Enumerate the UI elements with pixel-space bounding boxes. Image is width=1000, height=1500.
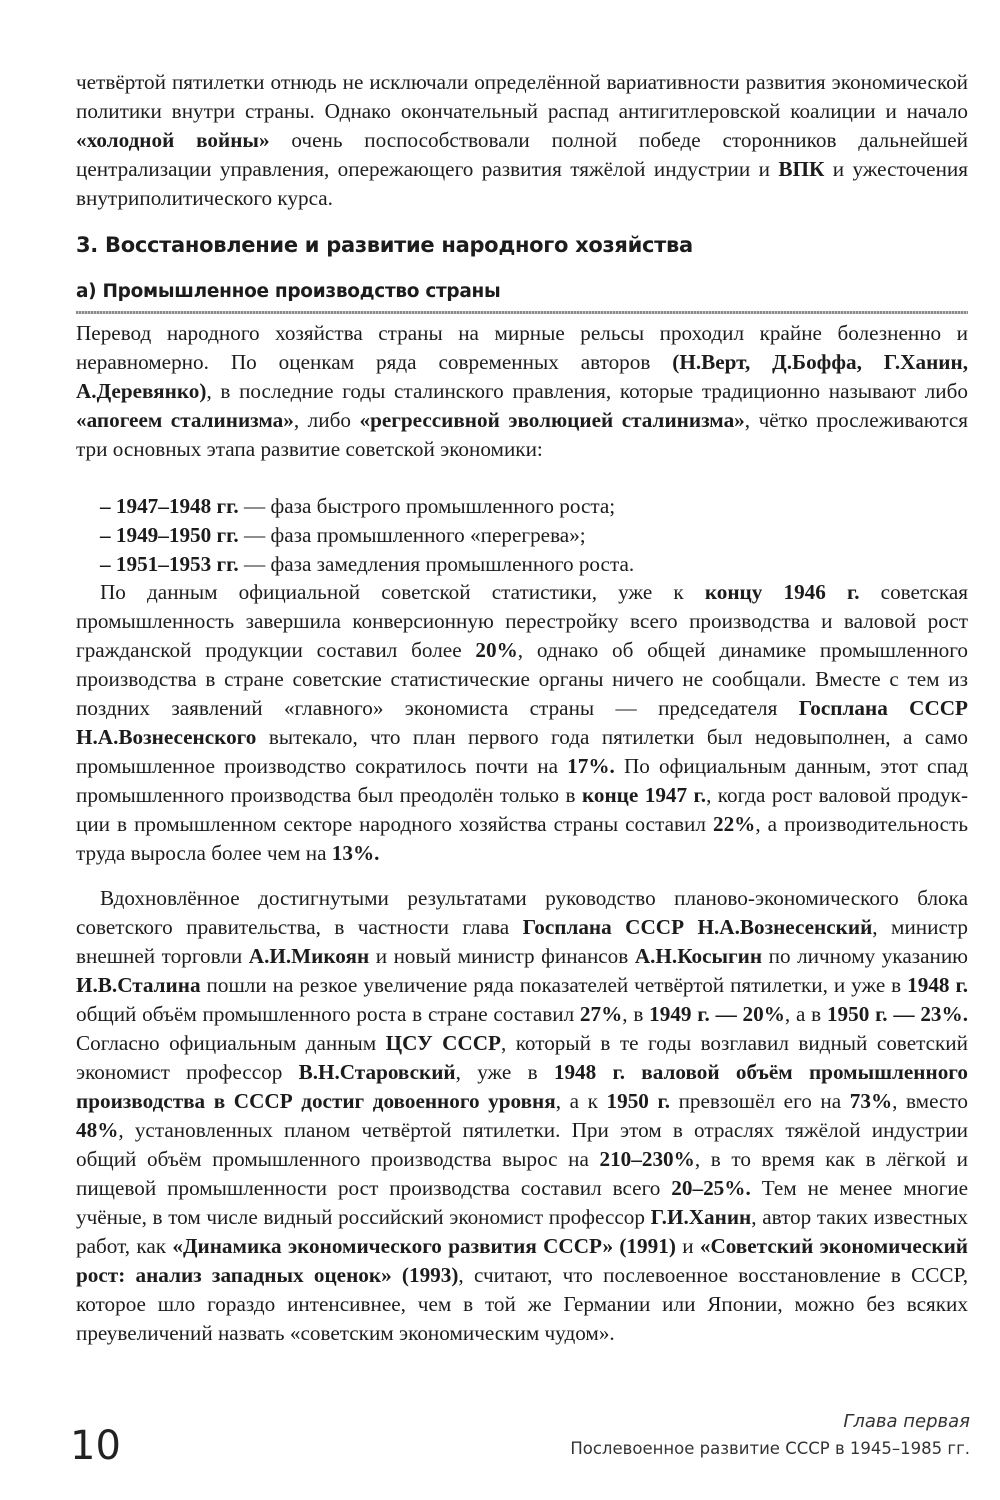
bold-text: ВПК (778, 157, 825, 181)
text-run: , считают, что послевоенное восстановление в СССР, которое шло гораздо интенсивнее, чем в той же Германии или Японии, можно без всяких преувеличений назвать «советским экономическим чудом». (76, 1263, 968, 1345)
text-run: по личному указанию (762, 944, 969, 968)
text-run: , чётко прослеживаются три основных этапа развитие советской экономики: (76, 408, 968, 461)
bold-text: (Н.Верт, Д.Боффа, Г.Ханин, А.Деревянко) (76, 350, 968, 403)
paragraph-conversion (76, 319, 968, 464)
text-run: , в последние годы сталинского правления, которые традиционно называют либо (206, 379, 968, 403)
bold-text: «Советский экономический рост: анализ западных оценок» (1993) (76, 1234, 969, 1287)
bold-text: «холодной войны» (76, 128, 270, 152)
phase-period: – 1949–1950 гг. (100, 523, 239, 547)
phase-text: — фаза быстрого промышленного роста; (238, 494, 616, 518)
text-run: По официальным данным, этот спад промышленного производства был преодолён только в (76, 754, 968, 807)
intro-paragraph (76, 68, 968, 213)
bold-text: концу 1946 г. (704, 580, 860, 604)
text-run: и новый министр финансов (369, 944, 635, 968)
text-run: общий объём промышленного роста в стране составил (76, 1002, 580, 1026)
bold-text: ЦСУ СССР (385, 1031, 501, 1055)
paragraph-statistics (76, 578, 968, 868)
bold-text: А.Н.Косыгин (634, 944, 763, 968)
text-run: и ужесточения внутриполитического курса. (76, 157, 968, 210)
text-run: По данным официальной советской статистики, уже к (100, 580, 705, 604)
text-run: Тем не менее многие учёные, в том числе видный российский экономист профессор (76, 1176, 969, 1229)
text-run: , министр внешней торговли (76, 915, 968, 968)
phase-period: – 1947–1948 гг. (100, 494, 239, 518)
page-number: 10 (70, 1423, 121, 1469)
text-run: превзошёл его на (670, 1089, 850, 1113)
bold-text: 48% (76, 1118, 119, 1142)
phases-list (100, 492, 968, 579)
bold-text: «апогеем сталинизма» (76, 408, 294, 432)
bold-text: 1949 г. — 20% (649, 1002, 785, 1026)
running-head-title: Послевоенное развитие СССР в 1945–1985 гг. (570, 1439, 970, 1458)
bold-text: Г.И.Ханин (650, 1205, 752, 1229)
text-run: Согласно официальным данным (76, 1031, 386, 1055)
bold-text: 22% (712, 812, 756, 836)
bold-text: 20% (475, 638, 518, 662)
text-run: , а в (784, 1002, 827, 1026)
bold-text: 20–25%. (671, 1176, 751, 1200)
list-item (100, 492, 968, 521)
bold-text: В.Н.Старовский (298, 1060, 456, 1084)
bold-text: «Динамика экономического развития СССР» (1991) (172, 1234, 676, 1258)
text-run: , вместо (892, 1089, 968, 1113)
bold-text: 13%. (331, 841, 380, 865)
bold-text: Госплана СССР Н.А.Вознесенского (76, 696, 969, 749)
bold-text: 73% (849, 1089, 893, 1113)
text-run: пошли на резкое увеличение ряда показателей четвёртой пятилетки, и уже в (200, 973, 908, 997)
running-head-chapter: Глава первая (843, 1411, 970, 1432)
section-divider (76, 311, 968, 314)
bold-text: 1950 г. (606, 1089, 670, 1113)
bold-text: «регрессивной эволюцией сталинизма» (359, 408, 745, 432)
text-run: , а производительность труда выросла более чем на (76, 812, 968, 865)
text-run: , когда рост валовой продукции в промышленном секторе народного хозяйства страны составил (76, 783, 968, 836)
text-run: вытекало, что план первого года пятилетки был недовыполнен, а само промышленное производство сократилось почти на (76, 725, 968, 778)
phase-text: — фаза замедления промышленного роста. (238, 552, 635, 576)
text-run: , установленных планом четвёртой пятилетки. При этом в отраслях тяжёлой индустрии общий объём промышленного производства вырос на (76, 1118, 968, 1171)
phase-period: – 1951–1953 гг. (100, 552, 239, 576)
section-subtitle: а) Промышленное производство страны (76, 281, 501, 302)
bold-text: 210–230% (599, 1147, 695, 1171)
list-item (100, 550, 968, 579)
text-run: , либо (293, 408, 360, 432)
text-run: Перевод народного хозяйства страны на мирные рельсы проходил крайне болезненно и неравномерно. По оценкам ряда современных авторов (76, 321, 968, 374)
text-run: , в (622, 1002, 650, 1026)
bold-text: 27% (579, 1002, 623, 1026)
text-run: , в то время как в лёгкой и пищевой промышленности рост производства составил всего (76, 1147, 968, 1200)
list-item (100, 521, 968, 550)
bold-text: конце 1947 г. (581, 783, 707, 807)
bold-text: Госплана СССР Н.А.Вознесенский (522, 915, 873, 939)
bold-text: 17%. (567, 754, 615, 778)
section-title: 3. Восстановление и развитие народного хозяйства (76, 233, 693, 257)
text-run: очень поспособствовали полной победе сторонников дальнейшей централизации управления, опережающего развития тяжёлой индустрии и (76, 128, 969, 181)
text-run: Вдохновлённое достигнутыми результатами руководство планово-экономического блока советского правительства, в частности глава (76, 886, 968, 939)
text-run: и (675, 1234, 700, 1258)
text-run: , который в те годы возглавил видный советский экономист профессор (76, 1031, 968, 1084)
bold-text: 1950 г. — 23%. (826, 1002, 969, 1026)
text-run: , однако об общей динамике промышленного производства в стране советские статистические органы ничего не сообщали. Вместе с тем из поздних заявлений «главного» экономиста страны — председателя (76, 638, 969, 720)
text-run: советская промышленность завершила конверсионную перестройку всего производства и валовой рост гражданской продукции составил более (76, 580, 969, 662)
bold-text: 1948 г. валовой объём промышленного производства в СССР достиг довоенного уровня (76, 1060, 968, 1113)
text-run: , а к (555, 1089, 607, 1113)
phase-text: — фаза промышленного «перегрева»; (238, 523, 586, 547)
text-run: , уже в (455, 1060, 554, 1084)
text-run: четвёртой пятилетки отнюдь не исключали определённой вариативности развития экономической политики внутри страны. Однако окончательный распад антигитлеровской коалиции и начало (76, 70, 968, 123)
bold-text: И.В.Сталина (76, 973, 201, 997)
paragraph-growth (76, 884, 968, 1348)
text-run: , автор таких известных работ, как (76, 1205, 969, 1258)
bold-text: 1948 г. (907, 973, 968, 997)
bold-text: А.И.Микоян (248, 944, 370, 968)
